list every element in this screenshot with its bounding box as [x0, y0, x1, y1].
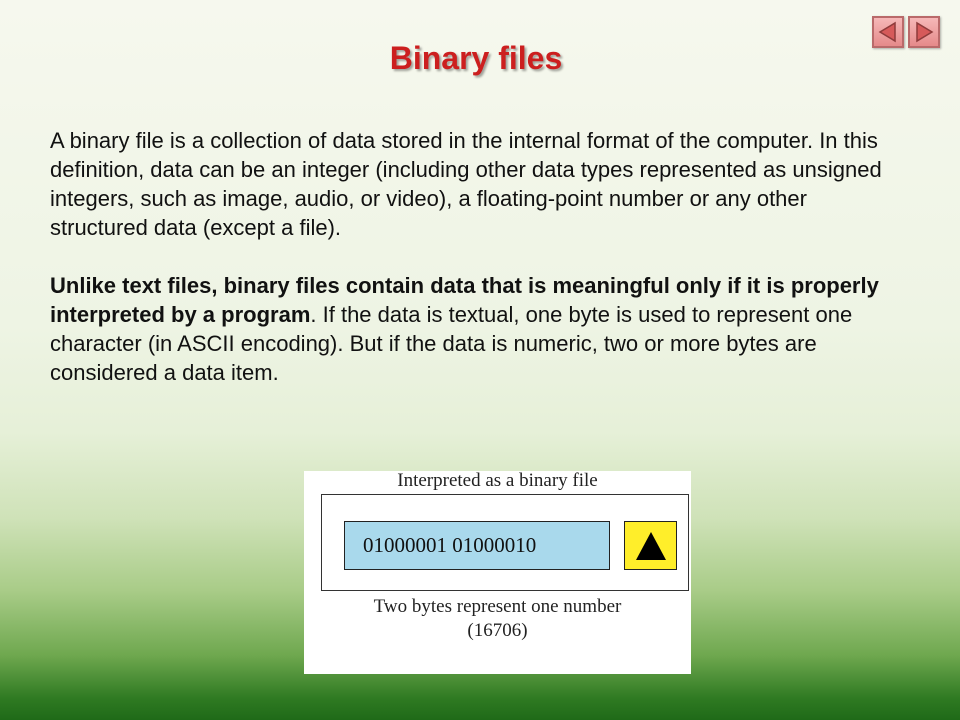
- figure-bit-pattern: 01000001 01000010: [344, 521, 610, 570]
- figure-caption-line1: Two bytes represent one number: [373, 596, 622, 617]
- paragraph-emphasis: Unlike text files, binary files contain data that is meaningful only if it is properly interpreted by a program: [50, 273, 879, 327]
- figure-caption-bottom: [304, 595, 691, 643]
- filled-triangle-icon: [634, 530, 668, 562]
- paragraph-rest: . If the data is textual, one byte is used to represent one character (in ASCII encoding). But if the data is numeric, two or more bytes are considered a data item.: [50, 302, 853, 385]
- slide-body: [50, 126, 910, 387]
- paragraph-definition: A binary file is a collection of data stored in the internal format of the computer. In this definition, data can be an integer (including other data types represented as unsigned integers, such as image, audio, or video), a floating-point number or any other structured data (except a file).: [50, 128, 882, 240]
- figure-symbol-box: [624, 521, 677, 570]
- paragraph-interpretation: [50, 271, 910, 387]
- figure-caption-top: Interpreted as a binary file: [397, 470, 598, 491]
- figure-caption-line2: (16706): [467, 620, 528, 641]
- slide-title: Binary files: [389, 40, 563, 76]
- binary-file-figure: [304, 471, 691, 674]
